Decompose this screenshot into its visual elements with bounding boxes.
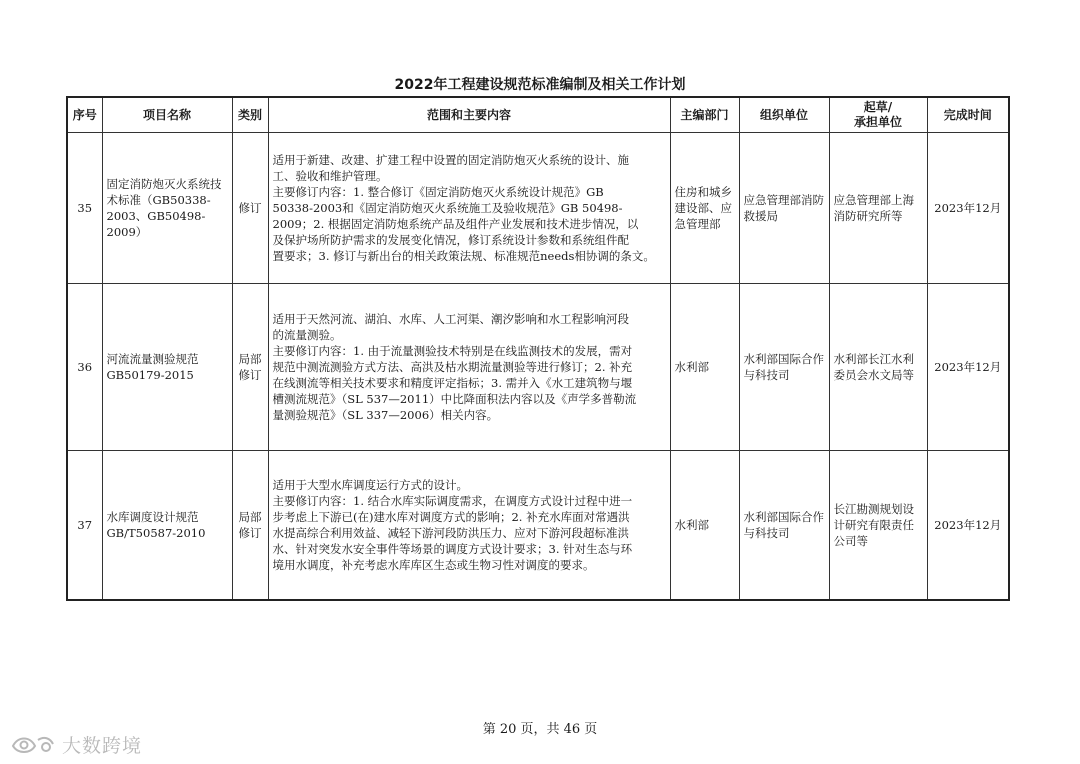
row-name: 固定消防炮灭火系统技术标准（GB50338-2003、GB50498-2009） <box>102 133 232 284</box>
header-drafter-line1: 起草/ <box>863 100 893 114</box>
row-dept: 住房和城乡建设部、应急管理部 <box>670 133 739 284</box>
scope-line: 规范中测流测验方式方法、高洪及枯水期流量测验等进行修订；2. 补充 <box>272 360 633 374</box>
scope-line: 置要求；3. 修订与新出台的相关政策法规、标准规范needs相协调的条文。 <box>272 249 655 263</box>
header-scope: 范围和主要内容 <box>268 97 670 133</box>
page-footer: 第 20 页，共 46 页 <box>482 722 598 737</box>
scope-line: 水提高综合利用效益、减轻下游河段防洪压力、应对下游河段超标准洪 <box>272 526 629 540</box>
scope-line: 主要修订内容：1. 整合修订《固定消防炮灭火系统设计规范》GB <box>272 185 604 199</box>
scope-line: 适用于天然河流、湖泊、水库、人工河渠、潮汐影响和水工程影响河段 <box>272 312 629 326</box>
row-drafter: 长江勘测规划设计研究有限责任公司等 <box>829 451 927 601</box>
row-scope <box>268 451 670 601</box>
row-name: 水库调度设计规范GB/T50587-2010 <box>102 451 232 601</box>
scope-line: 主要修订内容：1. 结合水库实际调度需求，在调度方式设计过程中进一 <box>272 494 633 508</box>
row-dept: 水利部 <box>670 284 739 451</box>
scope-line: 步考虑上下游已(在)建水库对调度方式的影响；2. 补充水库面对常遇洪 <box>272 510 630 524</box>
scope-line: 工、验收和维护管理。 <box>272 169 388 183</box>
table-header-row <box>67 97 1009 133</box>
header-drafter-line2: 承担单位 <box>853 115 902 129</box>
row-drafter: 应急管理部上海消防研究所等 <box>829 133 927 284</box>
header-deadline: 完成时间 <box>927 97 1009 133</box>
row-dept: 水利部 <box>670 451 739 601</box>
header-seq: 序号 <box>67 97 102 133</box>
scope-line: 的流量测验。 <box>272 328 342 342</box>
row-org: 水利部国际合作与科技司 <box>739 451 829 601</box>
header-category: 类别 <box>232 97 268 133</box>
scope-line: 主要修订内容：1. 由于流量测验技术特别是在线监测技术的发展，需对 <box>272 344 633 358</box>
row-org: 应急管理部消防救援局 <box>739 133 829 284</box>
row-seq: 36 <box>67 284 102 451</box>
scope-line: 水、针对突发水安全事件等场景的调度方式设计要求；3. 针对生态与环 <box>272 542 633 556</box>
row-seq: 37 <box>67 451 102 601</box>
row-deadline: 2023年12月 <box>927 133 1009 284</box>
page-title: 2022年工程建设规范标准编制及相关工作计划 <box>394 77 686 93</box>
row-category: 局部修订 <box>232 451 268 601</box>
header-name: 项目名称 <box>102 97 232 133</box>
row-name: 河流流量测验规范GB50179-2015 <box>102 284 232 451</box>
plan-table <box>66 96 1010 601</box>
row-scope <box>268 133 670 284</box>
header-drafter <box>829 97 927 133</box>
scope-line: 适用于大型水库调度运行方式的设计。 <box>272 478 468 492</box>
header-dept: 主编部门 <box>670 97 739 133</box>
row-deadline: 2023年12月 <box>927 451 1009 601</box>
row-seq: 35 <box>67 133 102 284</box>
scope-line: 境用水调度，补充考虑水库库区生态或生物习性对调度的要求。 <box>272 558 595 572</box>
row-category: 局部修订 <box>232 284 268 451</box>
row-scope <box>268 284 670 451</box>
row-drafter: 水利部长江水利委员会水文局等 <box>829 284 927 451</box>
table-row <box>67 133 1009 284</box>
watermark-text: 大数跨境 <box>62 734 143 757</box>
scope-line: 槽测流规范》（SL 537—2011）中比降面积法内容以及《声学多普勒流 <box>272 392 637 406</box>
scope-line: 在线测流等相关技术要求和精度评定指标；3. 需并入《水工建筑物与堰 <box>272 376 633 390</box>
row-deadline: 2023年12月 <box>927 284 1009 451</box>
scope-line: 50338-2003和《固定消防炮灭火系统施工及验收规范》GB 50498- <box>272 201 623 215</box>
scope-line: 量测验规范》（SL 337—2006）相关内容。 <box>272 408 499 422</box>
row-category: 修订 <box>232 133 268 284</box>
eye-logo-icon <box>10 732 56 756</box>
scope-line: 适用于新建、改建、扩建工程中设置的固定消防炮灭火系统的设计、施 <box>272 153 629 167</box>
table-row <box>67 451 1009 601</box>
scope-line: 2009；2. 根据固定消防炮系统产品及组件产业发展和技术进步情况，以 <box>272 217 639 231</box>
header-org: 组织单位 <box>739 97 829 133</box>
watermark <box>10 730 142 758</box>
scope-line: 及保护场所防护需求的发展变化情况，修订系统设计参数和系统组件配 <box>272 233 629 247</box>
table-row <box>67 284 1009 451</box>
row-org: 水利部国际合作与科技司 <box>739 284 829 451</box>
